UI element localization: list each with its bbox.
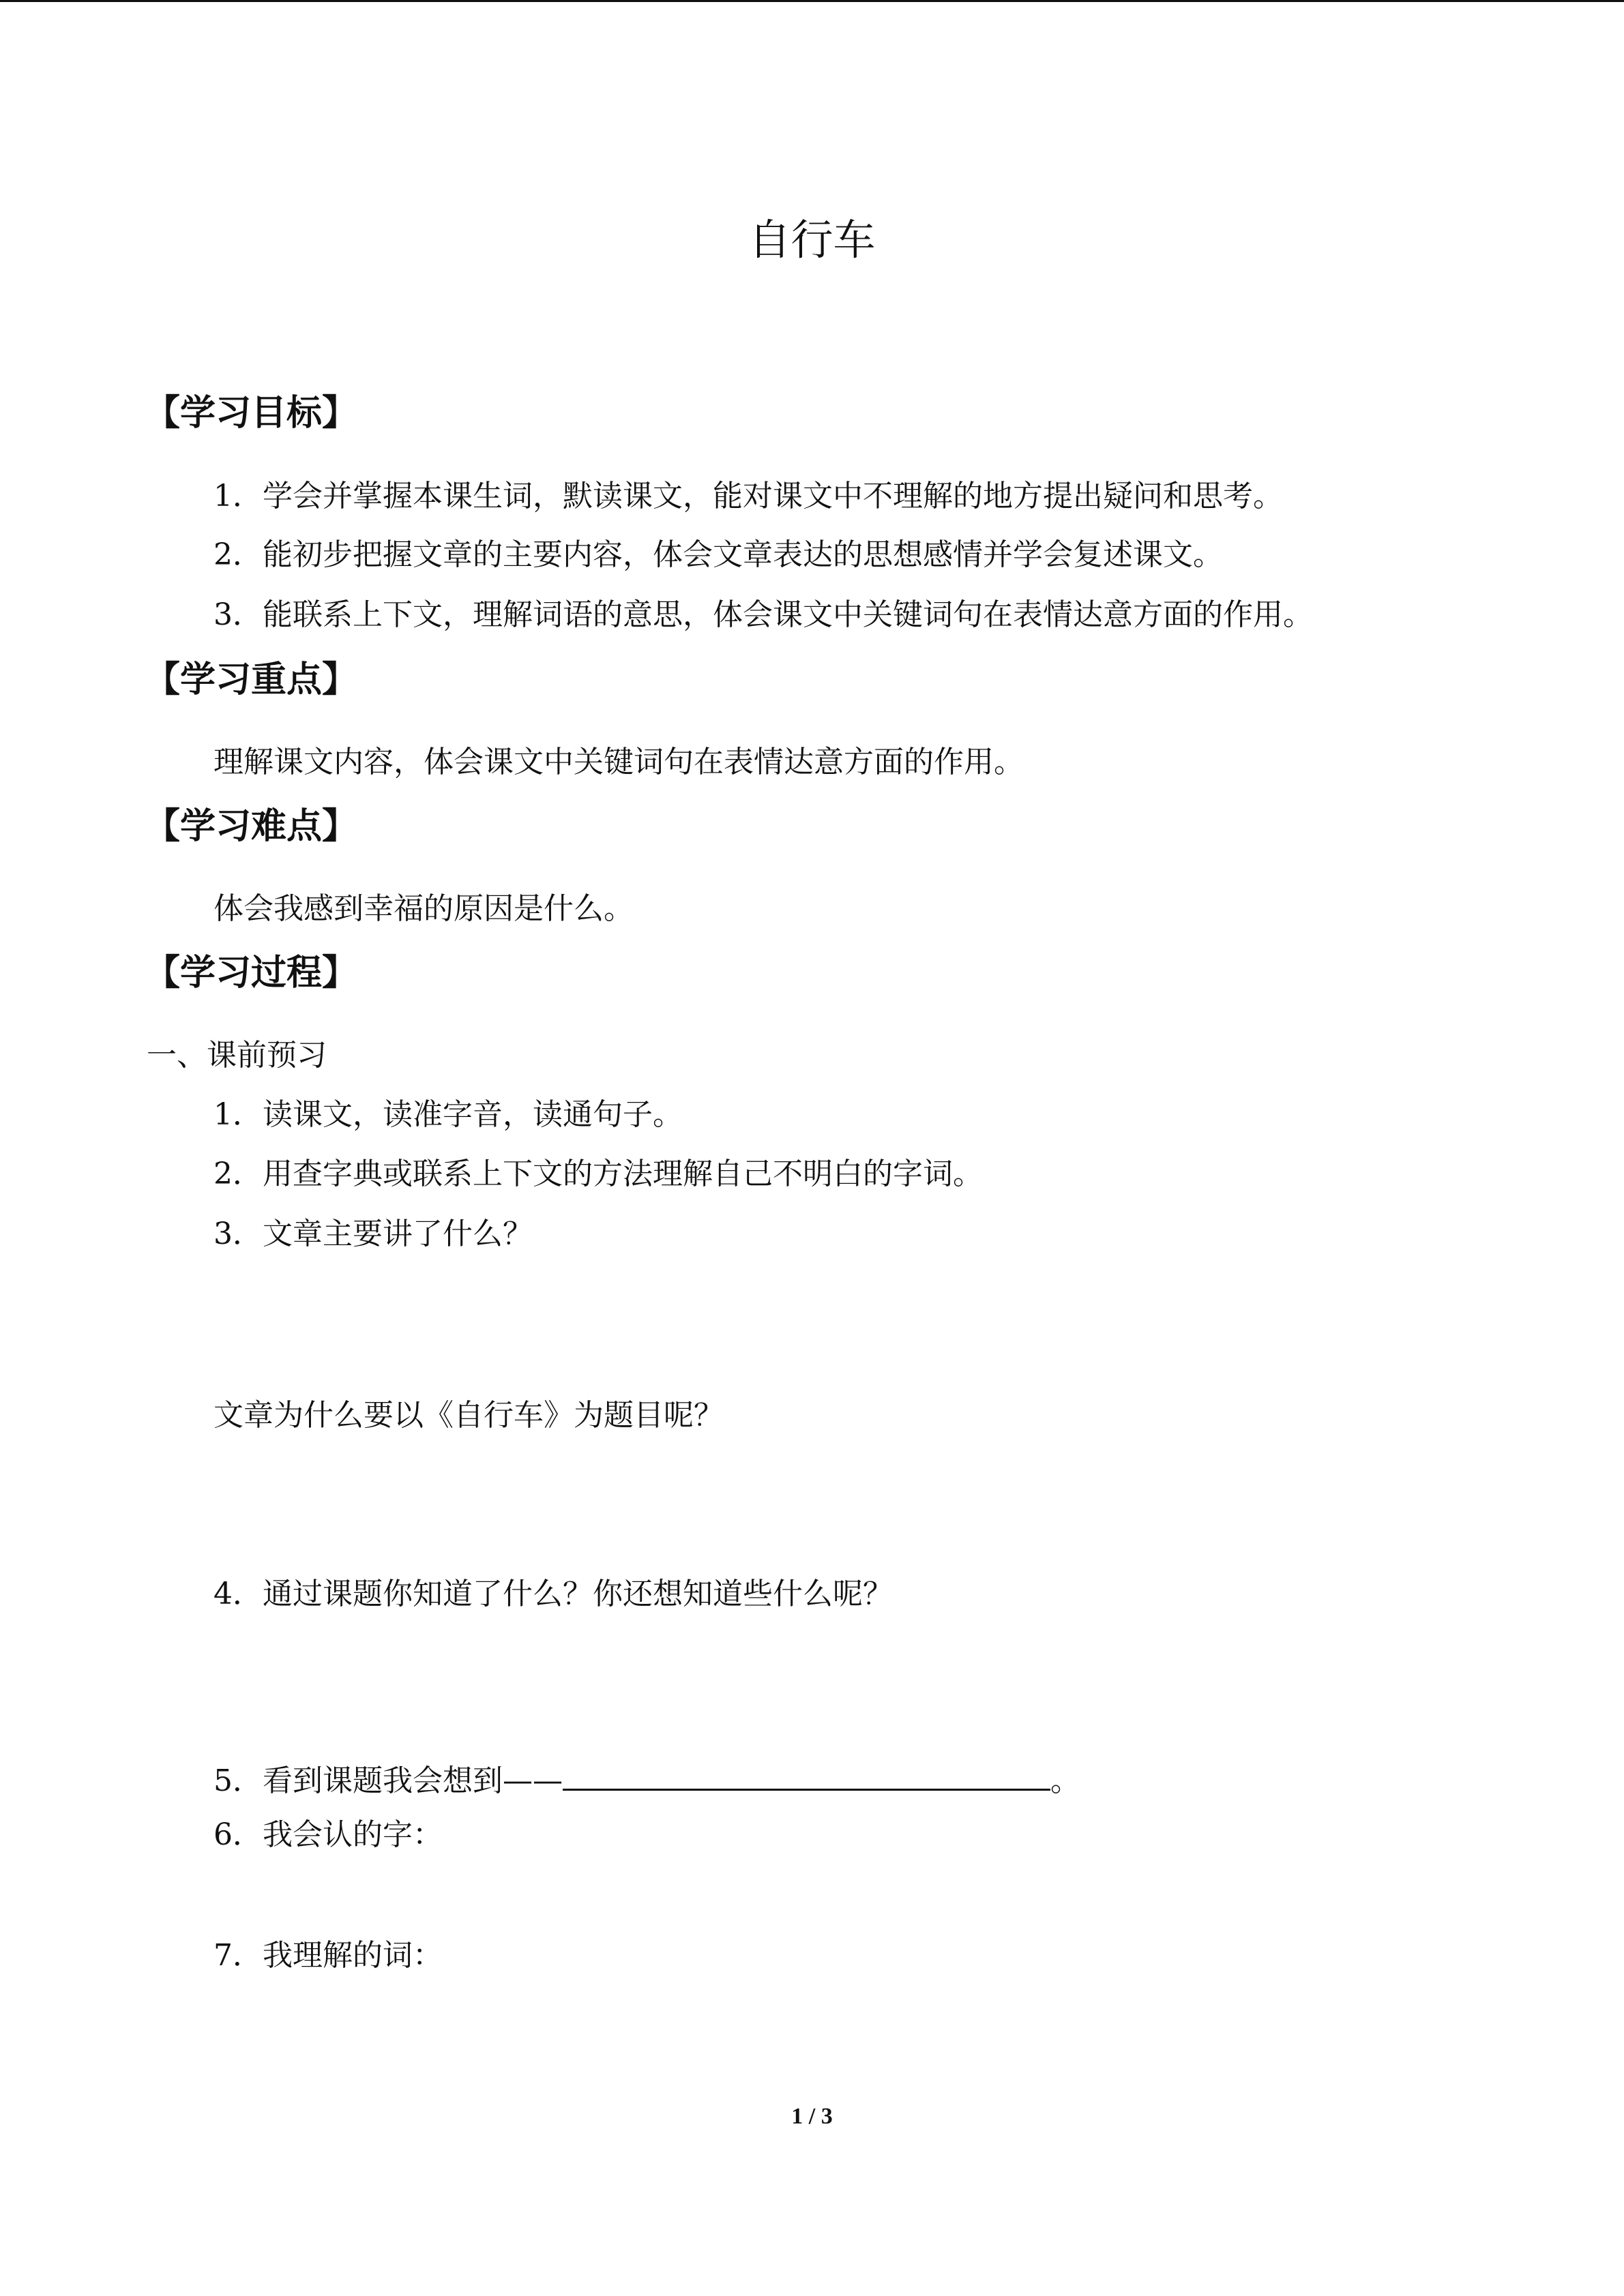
goal-item-2: 2．能初步把握文章的主要内容，体会文章表达的思想感情并学会复述课文。 [213, 537, 1223, 572]
process-item-1: 1．读课文，读准字音，读通句子。 [213, 1097, 683, 1132]
difficulties-text: 体会我感到幸福的原因是什么。 [213, 891, 634, 926]
item5-prefix: 5．看到课题我会想到—— [213, 1763, 563, 1798]
goal-item-3: 3．能联系上下文，理解词语的意思，体会课文中关键词句在表情达意方面的作用。 [213, 597, 1313, 632]
goal-item-1: 1．学会并掌握本课生词，默读课文，能对课文中不理解的地方提出疑问和思考。 [213, 479, 1283, 513]
page-title: 自行车 [748, 215, 876, 265]
process-item-2: 2．用查字典或联系上下文的方法理解自己不明白的字词。 [213, 1157, 983, 1191]
process-item-7: 7．我理解的词： [213, 1938, 443, 1973]
difficulties-heading: 【学习难点】 [145, 806, 358, 847]
key-points-text: 理解课文内容，体会课文中关键词句在表情达意方面的作用。 [213, 745, 1024, 779]
process-item-3: 3．文章主要讲了什么？ [213, 1217, 533, 1251]
page-number: 1 / 3 [791, 2104, 833, 2129]
top-border [0, 0, 1624, 2]
process-heading: 【学习过程】 [145, 953, 358, 994]
goals-heading: 【学习目标】 [145, 393, 358, 434]
item5-suffix: 。 [1050, 1763, 1080, 1798]
key-points-heading: 【学习重点】 [145, 659, 358, 700]
process-item-6: 6．我会认的字： [213, 1817, 443, 1852]
process-question-title: 文章为什么要以《自行车》为题目呢？ [213, 1398, 724, 1433]
process-item-5 [213, 1757, 1080, 1802]
item5-answer-blank[interactable] [563, 1757, 1050, 1791]
section-preview-title: 一、课前预习 [147, 1038, 327, 1073]
process-item-4: 4．通过课题你知道了什么？你还想知道些什么呢？ [213, 1577, 893, 1611]
